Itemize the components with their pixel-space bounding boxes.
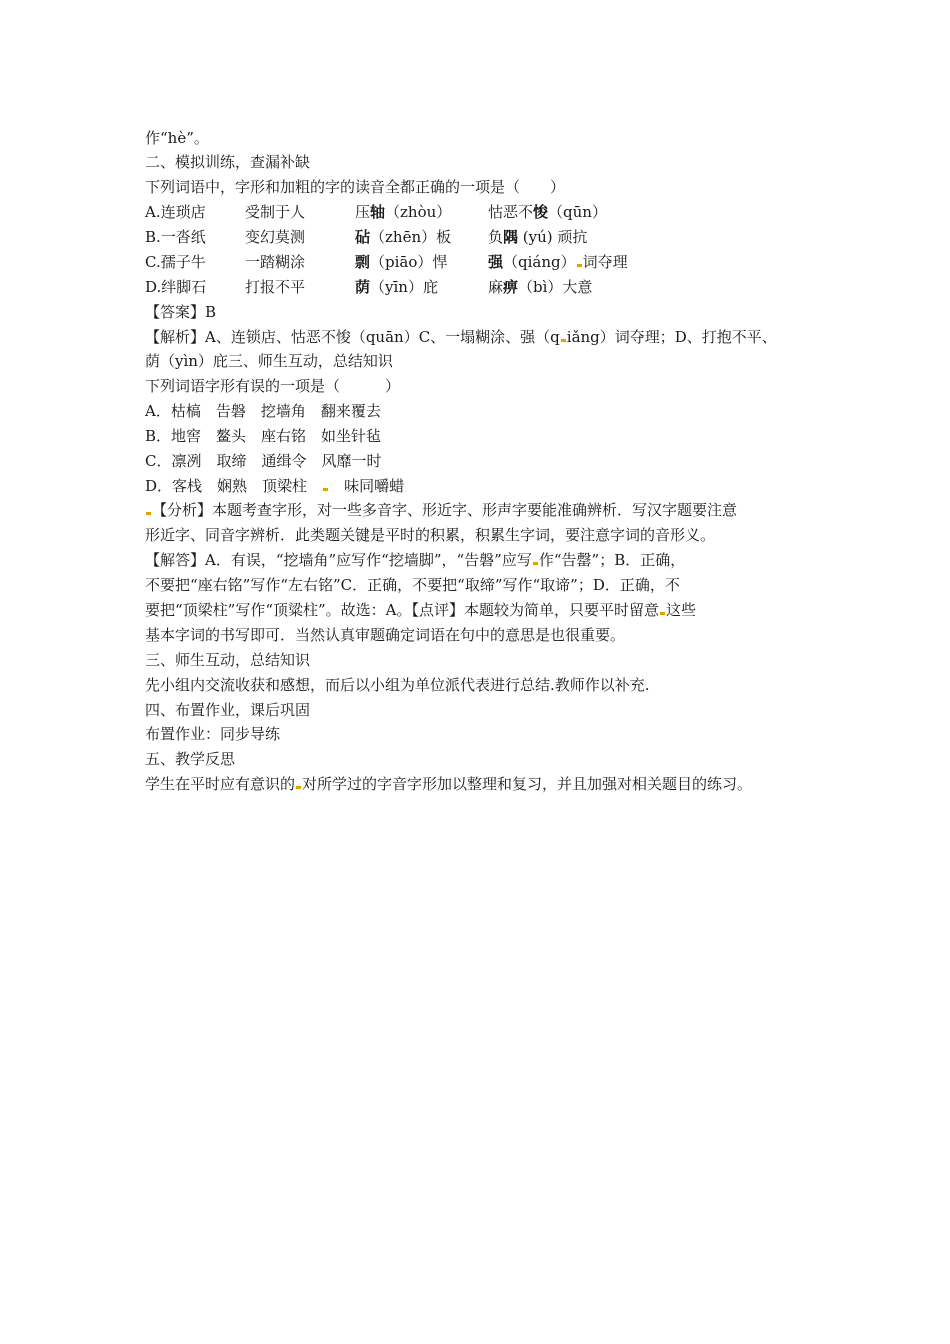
option-c-word-1: C.孺子牛 <box>145 253 206 271</box>
text-line: 先小组内交流收获和感想，而后以小组为单位派代表进行总结.教师作以补充. <box>145 676 650 694</box>
solution-line: 不要把“座右铭”写作“左右铭”C．正确，不要把“取缔”写作“取谛”；D．正确，不 <box>145 576 680 594</box>
analysis-line: 【分析】本题考查字形，对一些多音字、形近字、形声字要能准确辨析．写汉字题要注意 <box>145 500 737 520</box>
option-line: D．客栈 娴熟 顶梁柱 味同嚼蜡 <box>145 477 405 495</box>
option-b-word-4: 负隅 (yú) 顽抗 <box>488 228 588 246</box>
option-a-word-4: 怙恶不悛（qūn） <box>488 203 607 221</box>
option-d-word-3: 荫（yīn）庇 <box>355 278 438 296</box>
text-line: 作“hè”。 <box>145 129 209 147</box>
revision-mark <box>577 264 582 267</box>
option-d-word-2: 打报不平 <box>245 278 306 296</box>
question-stem: 下列词语中，字形和加粗的字的读音全都正确的一项是（ ） <box>145 178 566 196</box>
revision-mark <box>146 512 151 515</box>
bold-char: 悛 <box>533 203 549 221</box>
section-heading: 五、教学反思 <box>145 750 236 768</box>
bold-char: 剽 <box>355 253 371 271</box>
solution-line: 【解答】A．有误，“挖墙角”应写作“挖墙脚”，“告磐”应写 作“告罄”；B．正确， <box>145 551 686 569</box>
option-line: C．凛冽 取缔 通缉令 风靡一时 <box>145 452 382 470</box>
bold-char: 痹 <box>503 278 519 296</box>
analysis-line: 形近字、同音字辨析．此类题关键是平时的积累，积累生字词，要注意字词的音形义。 <box>145 526 716 544</box>
explanation-line: 荫（yìn）庇三、师生互动，总结知识 <box>145 352 393 370</box>
option-a-word-3: 压轴（zhòu） <box>355 203 452 221</box>
option-line: B．地窖 鳌头 座右铭 如坐针毡 <box>145 427 382 445</box>
text-line: 布置作业：同步导练 <box>145 725 281 743</box>
explanation-line: 【解析】A、连锁店、怙恶不悛（quān）C、一塌糊涂、强（q iǎng）词夺理；D、打抱不平、 <box>145 328 777 346</box>
bold-char: 强 <box>488 253 504 271</box>
option-c-word-2: 一踏糊涂 <box>245 253 306 271</box>
bold-char: 荫 <box>355 278 371 296</box>
solution-line: 要把“顶梁柱”写作“顶粱柱”。故选：A。【点评】本题较为简单，只要平时留意 这些 <box>145 601 697 619</box>
option-line: A．枯槁 告磐 挖墙角 翻来覆去 <box>145 402 381 420</box>
option-c-word-3: 剽（piāo）悍 <box>355 253 448 271</box>
revision-mark <box>533 562 538 565</box>
section-heading: 四、布置作业，课后巩固 <box>145 701 311 719</box>
option-b-word-2: 变幻莫测 <box>245 228 306 246</box>
answer-line: 【答案】B <box>145 303 217 321</box>
option-d-word-1: D.绊脚石 <box>145 278 207 296</box>
section-heading: 二、模拟训练，查漏补缺 <box>145 153 311 171</box>
bold-char: 砧 <box>355 228 371 246</box>
revision-mark <box>660 612 665 615</box>
revision-mark <box>561 339 566 342</box>
text-line: 学生在平时应有意识的 对所学过的字音字形加以整理和复习，并且加强对相关题目的练习。 <box>145 775 753 793</box>
revision-mark <box>323 488 328 491</box>
section-heading: 三、师生互动，总结知识 <box>145 651 311 669</box>
solution-line: 基本字词的书写即可．当然认真审题确定词语在句中的意思是也很重要。 <box>145 626 626 644</box>
option-a-word-2: 受制于人 <box>245 203 306 221</box>
option-b-word-3: 砧（zhēn）板 <box>355 228 452 246</box>
option-d-word-4: 麻痹（bì）大意 <box>488 278 593 296</box>
option-b-word-1: B.一沓纸 <box>145 228 206 246</box>
question-stem: 下列词语字形有误的一项是（ ） <box>145 377 401 395</box>
bold-char: 轴 <box>370 203 386 221</box>
option-c-word-4: 强（qiáng） 词夺理 <box>488 253 628 271</box>
revision-mark <box>296 786 301 789</box>
option-a-word-1: A.连琐店 <box>145 203 206 221</box>
bold-char: 隅 <box>503 228 519 246</box>
